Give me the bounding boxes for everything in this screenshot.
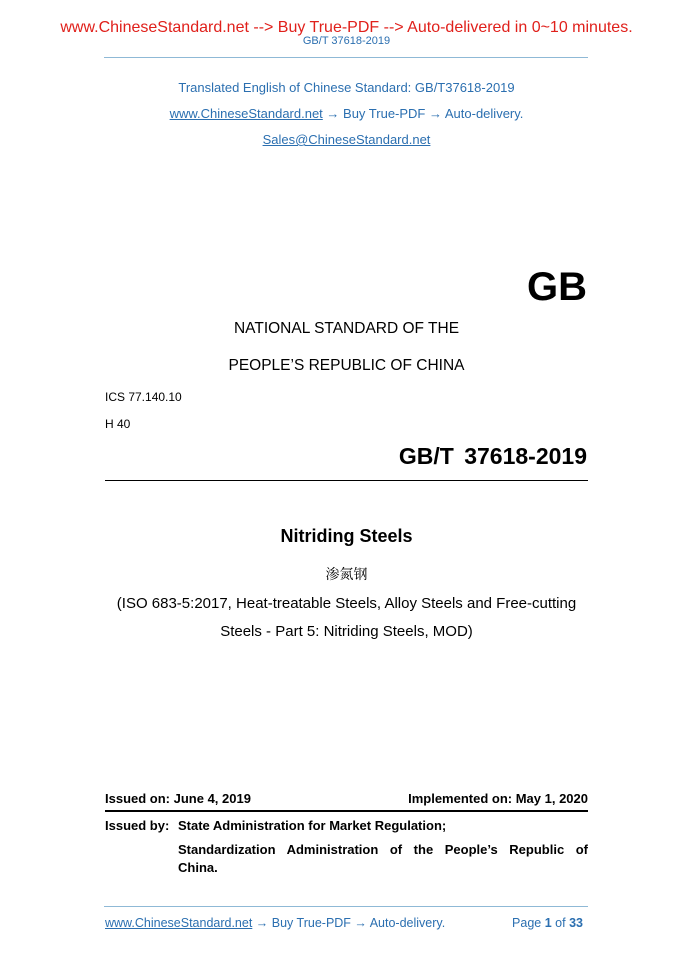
email-link[interactable]: Sales@ChineseStandard.net [262, 132, 431, 147]
h-code: H 40 [105, 417, 131, 431]
title-rule [105, 480, 588, 481]
document-title: Nitriding Steels [280, 526, 413, 546]
issued-by-label: Issued by: [105, 818, 170, 833]
email-line [0, 132, 693, 147]
page-total: 33 [569, 916, 583, 930]
page-of: of [555, 916, 566, 930]
site-line [0, 106, 693, 121]
iso-line-2: Steels - Part 5: Nitriding Steels, MOD) [220, 623, 473, 640]
standard-number: GB/T 37618-2019 [398, 443, 587, 469]
national-line-1: NATIONAL STANDARD OF THE [233, 320, 460, 337]
national-line-2: PEOPLE’S REPUBLIC OF CHINA [228, 357, 465, 374]
header-code: GB/T 37618-2019 [302, 35, 391, 47]
footer-site-suffix: → Buy True-PDF → Auto-delivery. [252, 916, 446, 930]
issued-by-1: State Administration for Market Regulation; [178, 818, 447, 833]
footer-site-link[interactable]: www.ChineseStandard.net [105, 916, 253, 930]
page-current: 1 [544, 916, 552, 930]
issuance-rule [105, 810, 588, 812]
issued-by-3: China. [178, 860, 218, 875]
site-suffix: → Buy True-PDF → Auto-delivery. [322, 106, 524, 121]
footer-rule [104, 906, 588, 907]
header-rule [104, 57, 588, 58]
issued-by-2: Standardization Administration of the People’s Republic of [178, 842, 588, 857]
gb-mark: GB [527, 265, 587, 309]
page-label: Page [512, 916, 542, 930]
page-indicator [512, 916, 583, 930]
translated-line: Translated English of Chinese Standard: GB/T37618-2019 [178, 80, 515, 95]
promo-banner[interactable]: www.ChineseStandard.net --> Buy True-PDF --> Auto-delivered in 0~10 minutes. [60, 19, 633, 36]
ics-code: ICS 77.140.10 [105, 390, 182, 404]
implemented-on: Implemented on: May 1, 2020 [408, 791, 588, 806]
site-link[interactable]: www.ChineseStandard.net [169, 106, 323, 121]
document-title-cn: 渗氮钢 [325, 566, 368, 582]
iso-line-1: (ISO 683-5:2017, Heat-treatable Steels, Alloy Steels and Free-cutting [116, 595, 577, 612]
issued-on: Issued on: June 4, 2019 [105, 791, 251, 806]
footer-site-line [105, 916, 445, 930]
